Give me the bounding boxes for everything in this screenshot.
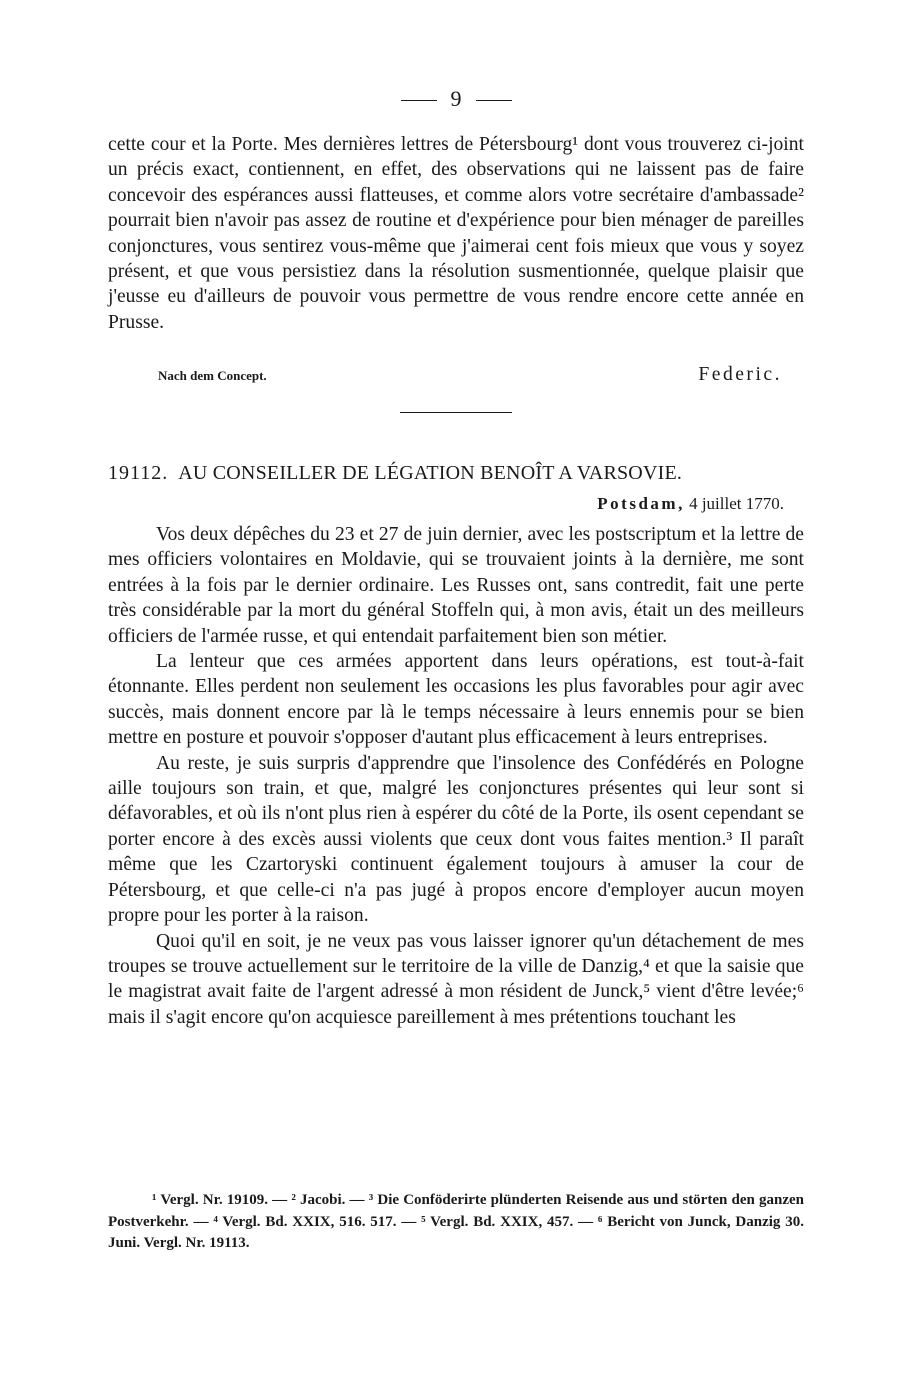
letter-paragraph-3: Au reste, je suis surpris d'apprendre que l'insolence des Confédérés en Pologne aille toujours son train, et que, malgré les conjonctures présentes qui leur sont si défavorables, et où ils n'ont plus rien à espérer du côté de la Porte, ils osent cependant se porter encore à des excès aussi violents que ceux dont vous faites mention.³ Il paraît même que les Czartoryski continuent également toujours à amuser la cour de Pétersbourg, et que celle-ci n'a pas jugé à propos encore d'employer aucun moyen propre pour les porter à la raison. — [108, 752, 804, 927]
header-dash-left — [401, 100, 437, 101]
letter-heading — [108, 462, 804, 485]
letter-date: 4 juillet 1770. — [689, 494, 784, 513]
section-separator — [400, 412, 512, 413]
letter-dateline — [597, 494, 784, 514]
letter-number: 19112. — [108, 462, 169, 484]
letter-title: AU CONSEILLER DE LÉGATION BENOÎT A VARSOVIE. — [178, 462, 683, 484]
signature: Federic. — [698, 364, 782, 385]
letter-paragraph-4: Quoi qu'il en soit, je ne veux pas vous laisser ignorer qu'un détachement de mes troupes se trouve actuellement sur le territoire de la ville de Danzig,⁴ et que la saisie que le magistrat avait faite de l'argent adressé à mon résident de Junck,⁵ vient d'être levée;⁶ mais il s'agit encore qu'on acquiesce pareillement à mes prétentions touchant les — [108, 930, 804, 1028]
footnotes-text: ¹ Vergl. Nr. 19109. — ² Jacobi. — ³ Die Conföderirte plünderten Reisende aus und störten den ganzen Postverkehr. — ⁴ Vergl. Bd. XXIX, 516. 517. — ⁵ Vergl. Bd. XXIX, 457. — ⁶ Bericht von Junck, Danzig 30. Juni. Vergl. Nr. 19113. — [108, 1192, 804, 1251]
continuation-paragraph: cette cour et la Porte. Mes dernières lettres de Pétersbourg¹ dont vous trouverez ci-joint un précis exact, contiennent, en effet, des observations qui ne laissent pas de faire concevoir des espérances aussi flatteuses, et comme alors votre secrétaire d'ambassade² pourrait bien n'avoir pas assez de routine et d'expérience pour bien ménager de pareilles conjonctures, vous sentirez vous-même que j'aimerai cent fois mieux que vous y soyez présent, et que vous persistiez dans la résolution susmentionnée, quelque plaisir que j'eusse eu d'ailleurs de pouvoir vous permettre de vous rendre encore cette année en Prusse. — [108, 134, 804, 333]
letter-paragraph-1: Vos deux dépêches du 23 et 27 de juin dernier, avec les postscriptum et la lettre de mes officiers volontaires en Moldavie, qui se trouvaient joints à la dernière, me sont entrées à la fois par le dernier ordinaire. Les Russes ont, sans contredit, fait une perte très considérable par la mort du général Stoffeln qui, à mon avis, était un des meilleurs officiers de l'armée russe, et qui entendait parfaitement bien son métier. — [108, 524, 804, 647]
letter-place: Potsdam, — [597, 494, 685, 513]
source-note: Nach dem Concept. — [158, 368, 267, 383]
signature-line — [108, 364, 804, 390]
page-number: 9 — [450, 86, 462, 111]
previous-letter-continuation — [108, 132, 804, 335]
letter-paragraph-2: La lenteur que ces armées apportent dans leurs opérations, est tout-à-fait étonnante. Elles perdent non seulement les occasions les plus favorables pour agir avec succès, mais donnent encore par là le temps nécessaire à leurs ennemis pour se bien mettre en posture et pouvoir s'opposer d'autant plus efficacement à leurs entreprises. — [108, 651, 804, 749]
letter-body — [108, 522, 804, 1030]
page-header — [108, 86, 804, 112]
footnotes — [108, 1190, 804, 1255]
header-dash-right — [476, 100, 512, 101]
